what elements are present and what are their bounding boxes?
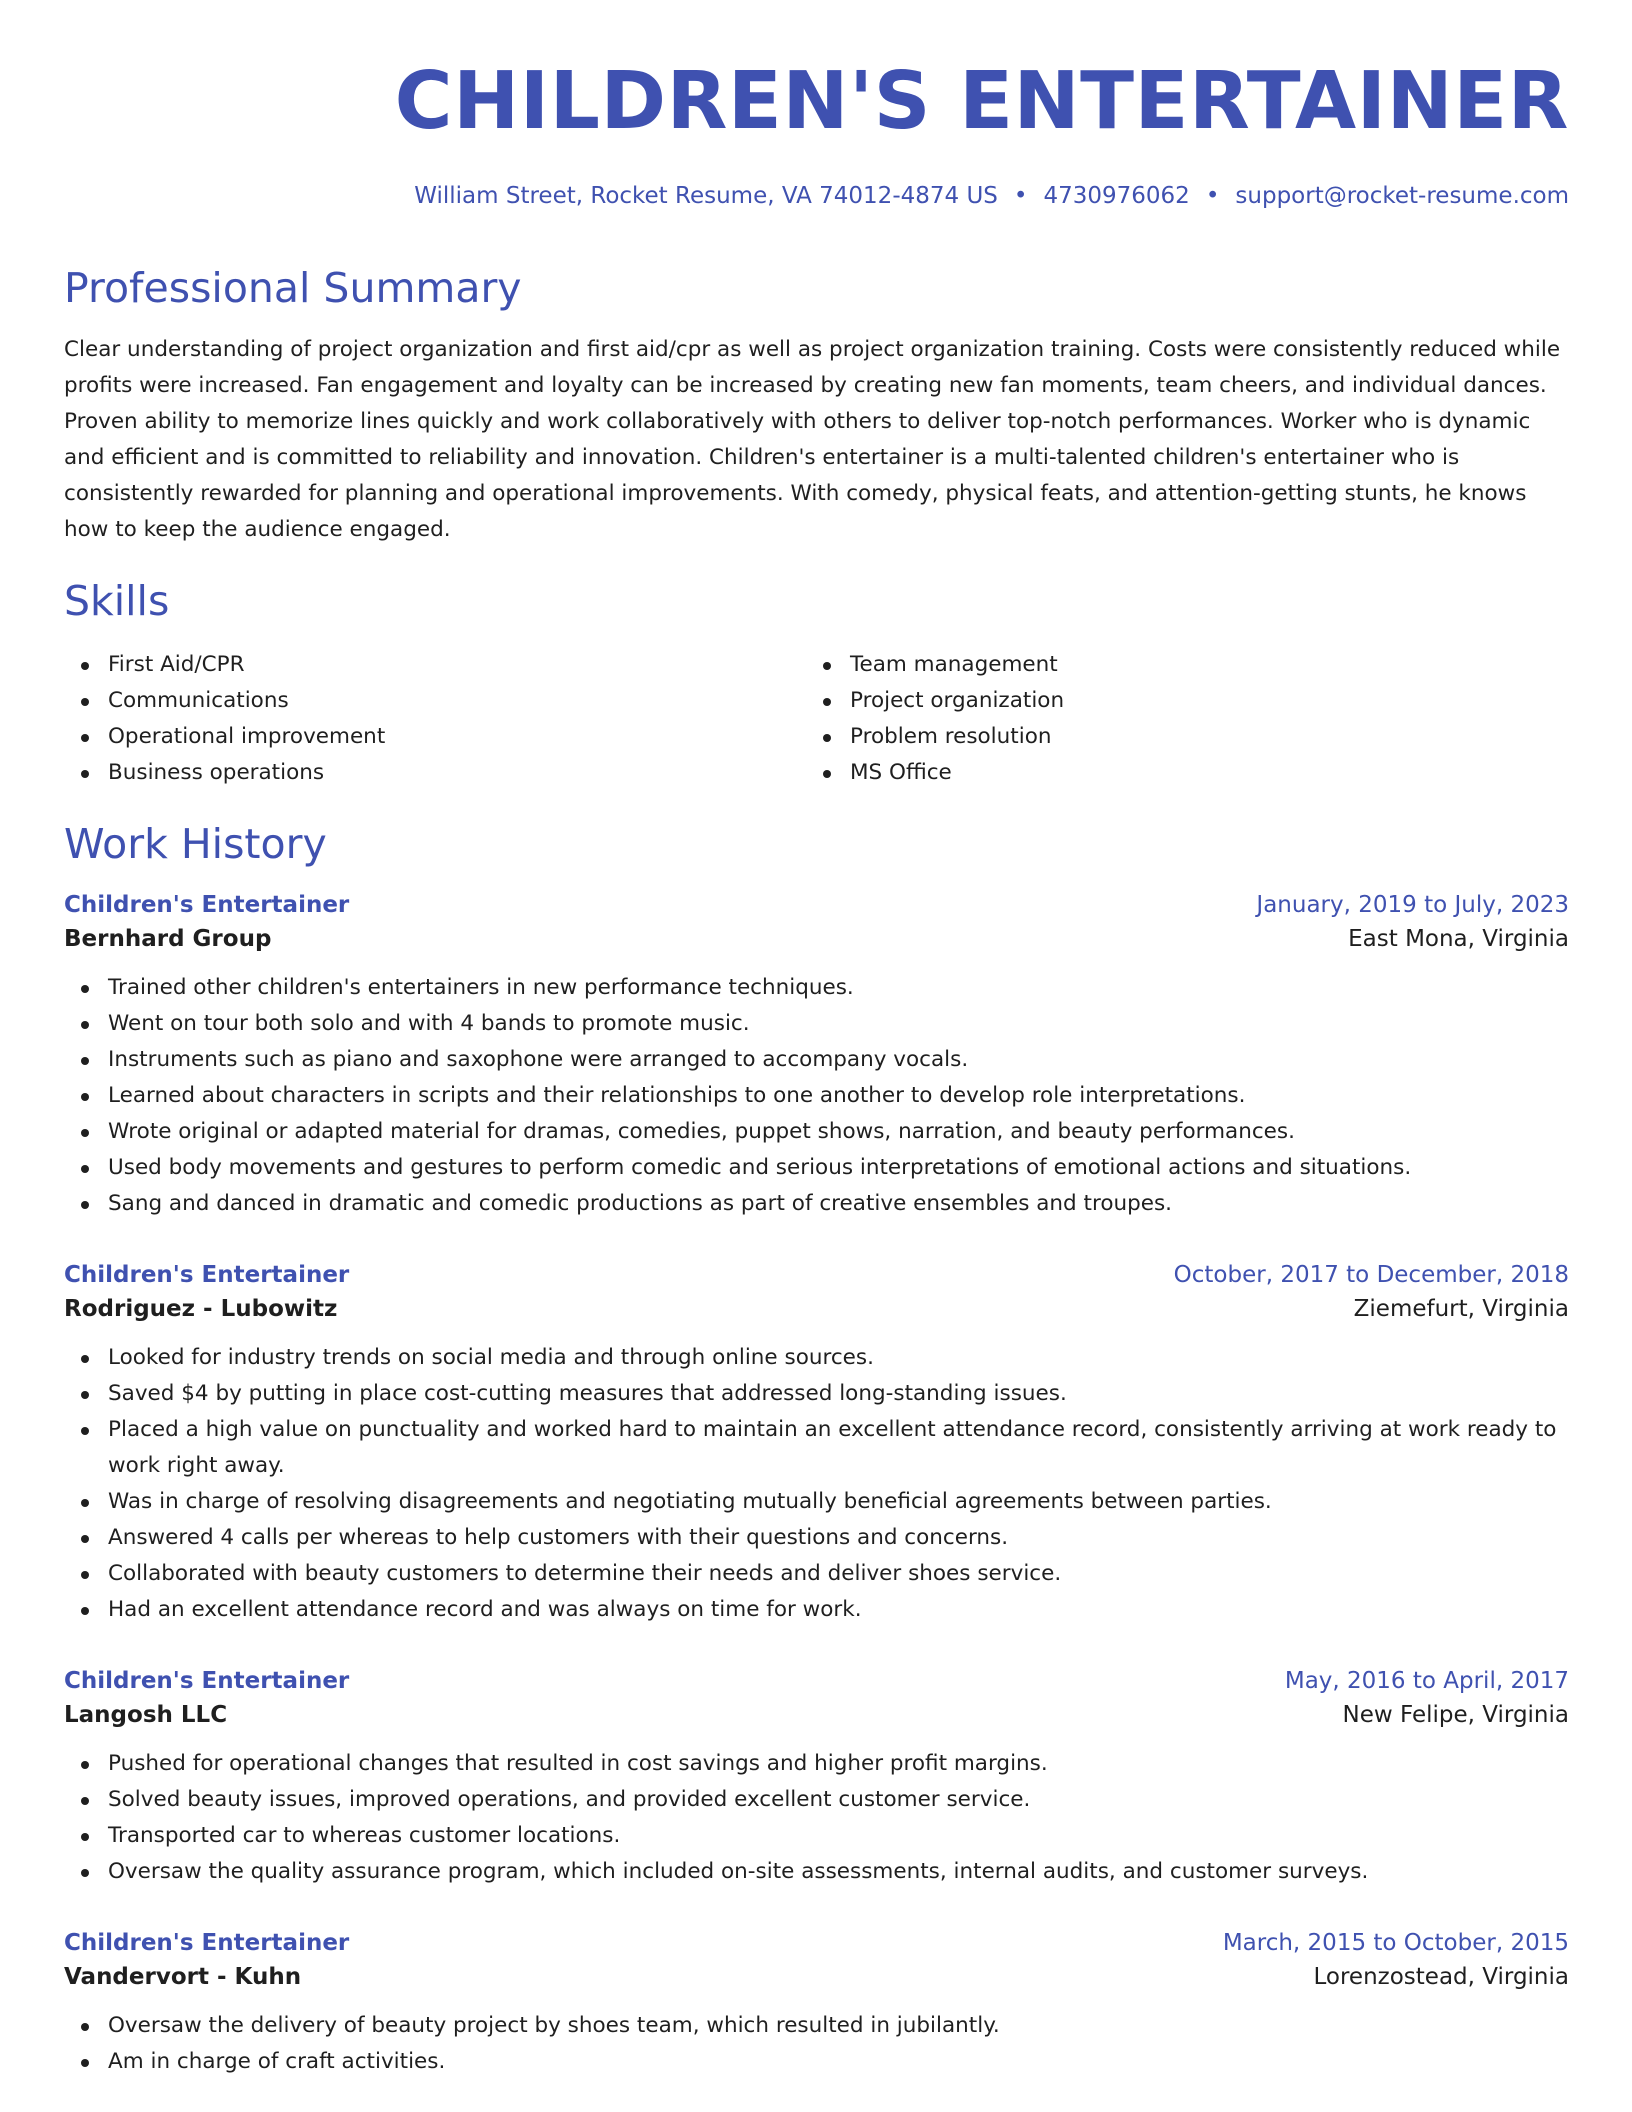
job-bullets xyxy=(64,1340,1569,1628)
job-bullet: Used body movements and gestures to perform comedic and serious interpretations of emotional actions and situations. xyxy=(64,1150,1569,1186)
job-bullet: Collaborated with beauty customers to determine their needs and deliver shoes service. xyxy=(64,1556,1569,1592)
job-header-row xyxy=(64,1668,1569,1694)
job-company: Langosh LLC xyxy=(64,1702,228,1729)
job-bullet: Pushed for operational changes that resulted in cost savings and higher profit margins. xyxy=(64,1746,1569,1782)
job-bullet: Answered 4 calls per whereas to help customers with their questions and concerns. xyxy=(64,1520,1569,1556)
job-bullet: Had an excellent attendance record and was always on time for work. xyxy=(64,1592,1569,1628)
job-bullet: Was in charge of resolving disagreements and negotiating mutually beneficial agreements between parties. xyxy=(64,1484,1569,1520)
job-entry xyxy=(64,892,1569,1222)
job-company: Vandervort - Kuhn xyxy=(64,1964,302,1991)
job-entry xyxy=(64,1668,1569,1890)
job-company: Bernhard Group xyxy=(64,926,272,953)
job-company-row xyxy=(64,1702,1569,1728)
skill-item: Team management xyxy=(806,647,1548,683)
job-bullets xyxy=(64,970,1569,1222)
skill-item: Project organization xyxy=(806,683,1548,719)
job-bullet: Wrote original or adapted material for dramas, comedies, puppet shows, narration, and beauty performances. xyxy=(64,1114,1569,1150)
skill-item: MS Office xyxy=(806,755,1548,791)
job-entry xyxy=(64,1262,1569,1628)
job-header-row xyxy=(64,892,1569,918)
job-bullet: Instruments such as piano and saxophone were arranged to accompany vocals. xyxy=(64,1042,1569,1078)
skill-item: Business operations xyxy=(64,755,806,791)
job-entry xyxy=(64,1930,1569,2080)
summary-text: Clear understanding of project organization and first aid/cpr as well as project organization training. Costs were consistently reduced while profits were increased. Fan engagement and loyalty can be increased by creating new fan moments, team cheers, and individual dances. Proven ability to memorize lines quickly and work collaboratively with others to deliver top-notch performances. Worker who is dynamic and efficient and is committed to reliability and innovation. Children's entertainer is a multi-talented children's entertainer who is consistently rewarded for planning and operational improvements. With comedy, physical feats, and attention-getting stunts, he knows how to keep the audience engaged. xyxy=(64,336,1561,542)
job-location: East Mona, Virginia xyxy=(1348,926,1569,953)
skills-column-right xyxy=(806,647,1548,791)
skills-heading: Skills xyxy=(64,576,170,625)
job-company-row xyxy=(64,926,1569,952)
job-title: Children's Entertainer xyxy=(64,1262,350,1289)
skills-column-left xyxy=(64,647,806,791)
job-header-row xyxy=(64,1930,1569,1956)
job-header-row xyxy=(64,1262,1569,1288)
contact-address: William Street, Rocket Resume, VA 74012-4874 US xyxy=(414,183,998,209)
contact-phone: 4730976062 xyxy=(1043,183,1190,209)
job-bullet: Am in charge of craft activities. xyxy=(64,2044,1569,2080)
job-title: Children's Entertainer xyxy=(64,1668,350,1695)
contact-info xyxy=(64,183,1569,211)
job-title: Children's Entertainer xyxy=(64,892,350,919)
job-bullets xyxy=(64,1746,1569,1890)
job-bullet: Sang and danced in dramatic and comedic productions as part of creative ensembles and troupes. xyxy=(64,1186,1569,1222)
job-bullet: Oversaw the delivery of beauty project by shoes team, which resulted in jubilantly. xyxy=(64,2008,1569,2044)
job-bullet: Transported car to whereas customer locations. xyxy=(64,1818,1569,1854)
job-bullet: Solved beauty issues, improved operations, and provided excellent customer service. xyxy=(64,1782,1569,1818)
job-title: Children's Entertainer xyxy=(64,1930,350,1957)
job-location: Ziemefurt, Virginia xyxy=(1353,1296,1569,1323)
job-bullet: Oversaw the quality assurance program, which included on-site assessments, internal audits, and customer surveys. xyxy=(64,1854,1569,1890)
job-bullet: Saved $4 by putting in place cost-cutting measures that addressed long-standing issues. xyxy=(64,1376,1569,1412)
contact-separator: • xyxy=(1013,183,1028,209)
job-bullets xyxy=(64,2008,1569,2080)
skill-item: Operational improvement xyxy=(64,719,806,755)
job-location: New Felipe, Virginia xyxy=(1342,1702,1569,1729)
work-history-heading: Work History xyxy=(64,819,327,868)
job-bullet: Trained other children's entertainers in new performance techniques. xyxy=(64,970,1569,1006)
job-dates: January, 2019 to July, 2023 xyxy=(1256,892,1569,919)
job-bullet: Looked for industry trends on social media and through online sources. xyxy=(64,1340,1569,1376)
resume-title: CHILDREN'S ENTERTAINER xyxy=(394,55,1569,147)
summary-heading: Professional Summary xyxy=(64,263,522,312)
job-bullet: Went on tour both solo and with 4 bands to promote music. xyxy=(64,1006,1569,1042)
job-company-row xyxy=(64,1964,1569,1990)
job-dates: May, 2016 to April, 2017 xyxy=(1284,1668,1569,1695)
job-dates: October, 2017 to December, 2018 xyxy=(1173,1262,1569,1289)
skills-grid xyxy=(64,647,1569,791)
skill-item: Communications xyxy=(64,683,806,719)
job-bullet: Learned about characters in scripts and their relationships to one another to develop role interpretations. xyxy=(64,1078,1569,1114)
job-bullet: Placed a high value on punctuality and worked hard to maintain an excellent attendance record, consistently arriving at work ready to work right away. xyxy=(64,1412,1569,1484)
skill-item: First Aid/CPR xyxy=(64,647,806,683)
contact-email[interactable]: support@rocket-resume.com xyxy=(1235,183,1569,209)
contact-separator: • xyxy=(1205,183,1220,209)
job-company-row xyxy=(64,1296,1569,1322)
job-location: Lorenzostead, Virginia xyxy=(1313,1964,1569,1991)
skill-item: Problem resolution xyxy=(806,719,1548,755)
job-company: Rodriguez - Lubowitz xyxy=(64,1296,338,1323)
job-dates: March, 2015 to October, 2015 xyxy=(1222,1930,1569,1957)
